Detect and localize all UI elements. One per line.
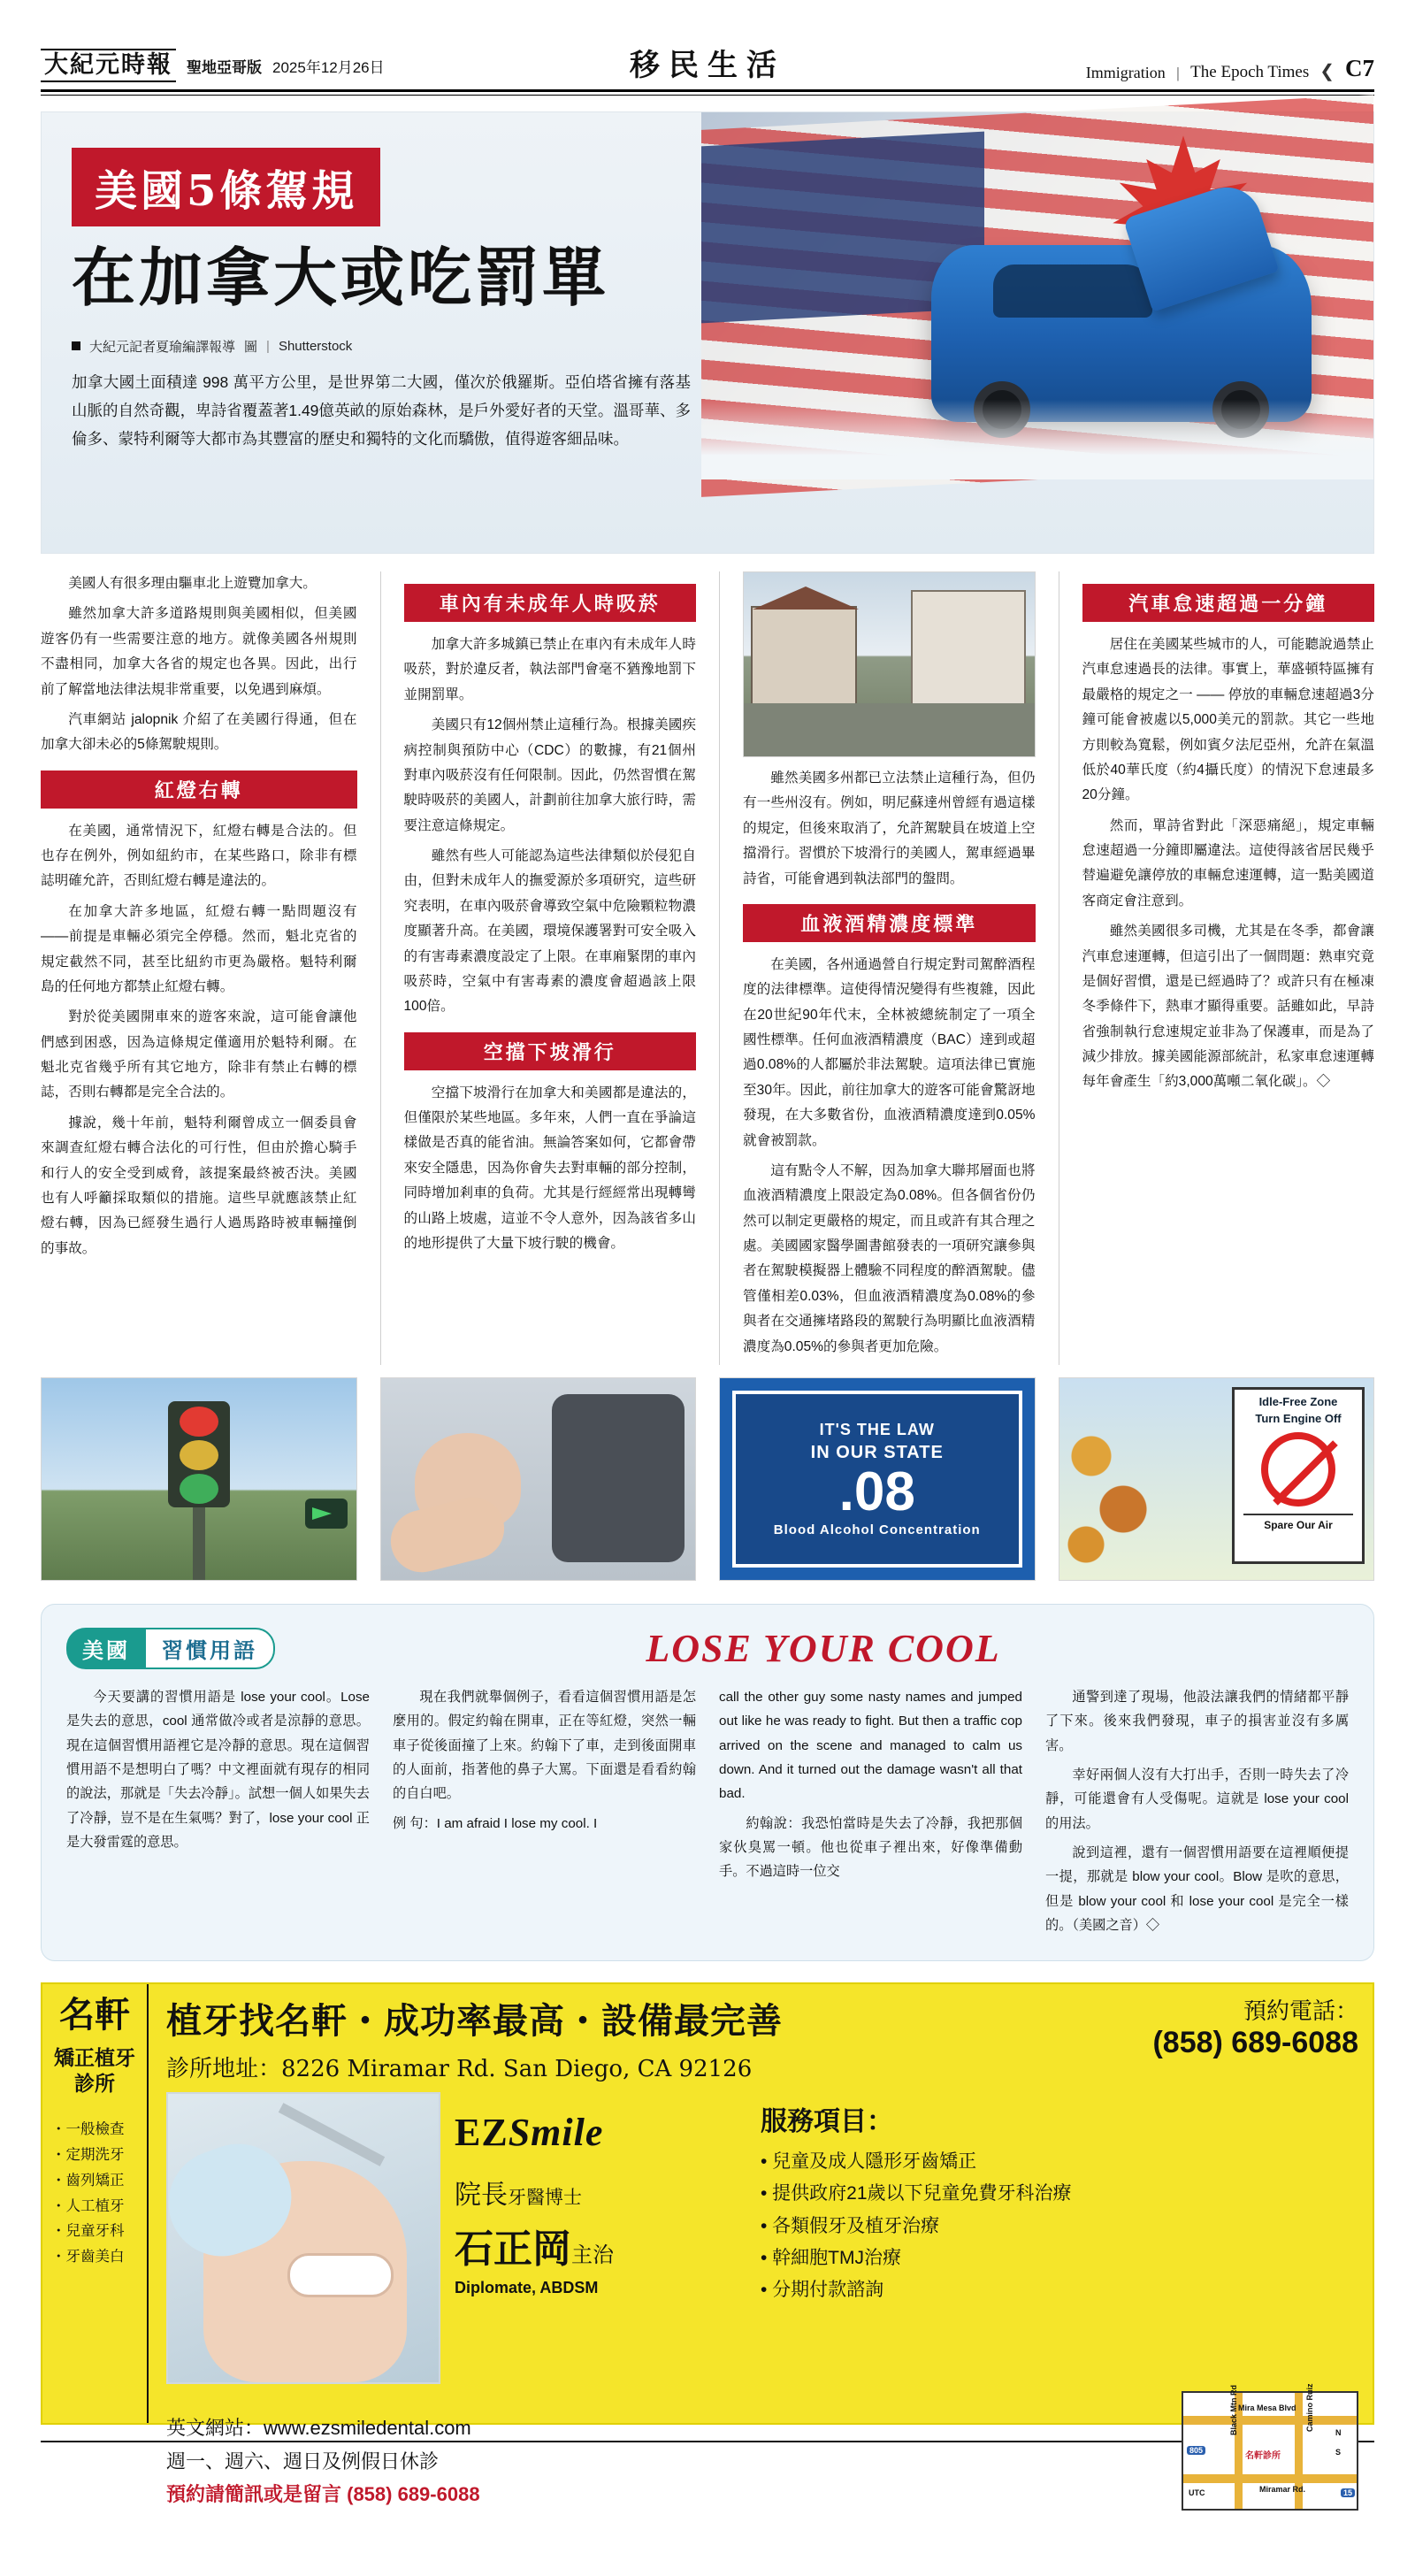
idle-free-sign-photo [1059, 1377, 1375, 1581]
byline-photo-label: 圖 [244, 339, 258, 355]
sign-line-1: IT'S THE LAW [819, 1420, 935, 1438]
traffic-light-housing [168, 1401, 230, 1507]
hero-block [41, 111, 1374, 554]
paragraph: 雖然美國很多司機，尤其是在冬季，都會讓汽車怠速運轉，但這引出了一個問題：熟車究竟是個好習慣，還是已經過時了？或許只有在極凍冬季條件下，熱車才顯得重要。話雖如此，早詩省強制執行怠速規定並非為了保護車，而是為了減少排放。據美國能源部統計，私家車怠速運轉每年會產生「約3,000萬噸二氧化碳」。◇ [1082, 924, 1374, 1090]
edition-label: 聖地亞哥版 [187, 59, 262, 77]
map-label-utc: UTC [1189, 2488, 1205, 2498]
bac-law-sign-photo [719, 1377, 1036, 1581]
list-item: ・人工植牙 [51, 2197, 125, 2214]
paragraph: 這有點令人不解，因為加拿大聯邦層面也將血液酒精濃度上限設定為0.08%。但各個省份仍然可以制定更嚴格的規定，而且或許有其合理之處。美國國家醫學圖書館發表的一項研究讓參與者在駕駛模擬器上體驗不同程度的醉酒駕駛。儘管僅相差0.03%，但血液酒精濃度為0.08%的參與者在交通擁堵路段的駕駛行為明顯比血液酒精濃度為0.05%的參與者更加危險。 [743, 1162, 1036, 1354]
green-lamp-icon [180, 1474, 218, 1504]
hero-photo-fade [701, 400, 1373, 479]
map-marker-clinic: 名軒診所 [1245, 2451, 1281, 2462]
page-number: C7 [1345, 55, 1374, 81]
brand-name-en: The Epoch Times [1190, 63, 1310, 81]
green-arrow-icon [305, 1499, 348, 1529]
sign-line-3: Blood Alcohol Concentration [773, 1522, 981, 1537]
list-item: • 各類假牙及植牙治療 [761, 2215, 940, 2236]
idle-free-sign [1232, 1387, 1365, 1564]
ad-doctor-block [455, 2092, 746, 2384]
hero-byline [72, 337, 708, 356]
doctor-name-sub: 主治 [571, 2242, 614, 2268]
article-column-2 [380, 571, 697, 1365]
ad-phone-block[interactable] [1152, 1993, 1358, 2060]
paragraph: 美國人有很多理由驅車北上遊覽加拿大。 [68, 576, 317, 591]
ad-top-row [149, 1984, 1373, 2083]
ad-brand-column [42, 1984, 149, 2423]
byline-author: 大紀元記者夏瑜編譯報導 [89, 339, 236, 355]
paragraph: 加拿大許多城鎮已禁止在車內有未成年人時吸菸，對於違反者，執法部門會毫不猶豫地罰下並開罰單。 [403, 637, 696, 702]
list-item: ・定期洗牙 [51, 2146, 125, 2163]
house-right [911, 590, 1026, 714]
ad-cta[interactable]: 預約請簡訊或是留言 (858) 689-6088 [166, 2483, 480, 2506]
autumn-foliage [1059, 1403, 1166, 1580]
paragraph: 在加拿大許多地區，紅燈右轉一點問題沒有——前提是車輛必須完全停穩。然而，魁北克省的規定截然不同，甚至比紐約市更為嚴格。魁特利爾島的任何地方都禁止紅燈右轉。 [41, 903, 357, 994]
ad-bottom-row [149, 2383, 1373, 2519]
list-item: ・齒列矯正 [51, 2172, 125, 2189]
doctor-name-text: 石正岡 [455, 2227, 571, 2273]
hero-headline: 在加拿大或吃罰單 [72, 240, 610, 315]
list-item: • 幹細胞TMJ治療 [761, 2247, 902, 2268]
hero-text [72, 148, 708, 454]
article-column-4 [1059, 571, 1375, 1365]
list-item: • 兒童及成人隱形牙齒矯正 [761, 2151, 977, 2173]
idiom-column-2 [393, 1685, 696, 1944]
sign-line-3: Spare Our Air [1243, 1514, 1353, 1531]
street-photo [743, 571, 1036, 757]
paragraph: 雖然加拿大許多道路規則與美國相似，但美國遊客仍有一些需要注意的地方。就像美國各州規則不盡相同，加拿大各省的規定也各異。因此，出行前了解當地法律法規非常重要，以免遇到麻煩。 [41, 606, 357, 697]
paragraph-example: 例 句：I am afraid I lose my cool. I [393, 1815, 598, 1831]
article-body [41, 571, 1374, 1365]
hero-lead-paragraph: 加拿大國土面積達 998 萬平方公里，是世界第二大國，僅次於俄羅斯。亞伯塔省擁有落基山脈的自然奇觀，卑詩省覆蓋著1.49億英畝的原始森林，是戶外愛好者的天堂。溫哥華、多倫多、蒙特利爾等大都市為其豐富的歷史和獨特的文化而驕傲，值得遊客細品味。 [72, 372, 691, 448]
subhead-neutral-coasting: 空擋下坡滑行 [404, 1032, 697, 1070]
paragraph: 雖然美國多州都已立法禁止這種行為，但仍有一些州沒有。例如，明尼蘇達州曾經有過這樣的規定，但後來取消了，允許駕駛員在坡道上空擋滑行。習慣於下坡滑行的美國人，駕車經過畢詩省，可能會遇到執法部門的盤問。 [743, 770, 1036, 886]
paragraph: 然而，單詩省對此「深惡痛絕」，規定車輛怠速超過一分鐘即屬違法。這使得該省居民幾乎替遍避免讓停放的車輛怠速運轉，這一點美國道客商定會注意到。 [1082, 817, 1374, 908]
list-item: • 分期付款諮詢 [761, 2279, 884, 2300]
article-column-1 [41, 571, 357, 1365]
issue-date: 2025年12月26日 [272, 59, 385, 77]
article-column-3 [719, 571, 1036, 1365]
masthead-right [1086, 55, 1374, 82]
road-surface [744, 703, 1035, 756]
map-road-horizontal-2 [1183, 2474, 1357, 2483]
paragraph: 在美國，各州通過營自行規定對司駕醉酒程度的法律標準。這使得情況變得有些複雜，因此在20世紀90年代末，全林被總統制定了一項全國性標準。任何血液酒精濃度（BAC）達到或超過0.08%的人都屬於非法駕駛。這項法律已實施至30年。因此，前往加拿大的遊客可能會驚訝地發現，在大多數省份，血液酒精濃度達到0.05%就會被罰款。 [743, 956, 1036, 1148]
ad-content-row [149, 2083, 1373, 2384]
masthead-left [41, 49, 385, 82]
ad-address: 診所地址：8226 Miramar Rd. San Diego, CA 92126 [166, 2056, 753, 2083]
ad-brand-subtitle: 矯正植牙診所 [54, 2046, 135, 2097]
ad-services-title: 服務項目： [761, 2106, 893, 2138]
idiom-header [66, 1626, 1349, 1671]
ad-brand-name: 名軒 [59, 1994, 130, 2036]
byline-photo-credit: Shutterstock [278, 338, 353, 354]
idiom-body [66, 1685, 1349, 1944]
paragraph: 居住在美國某些城市的人，可能聽說過禁止汽車怠速過長的法律。事實上，華盛頓特區擁有最嚴格的規定之一 —— 停放的車輛怠速超過3分鐘可能會被處以5,000美元的罰款。其它一些地方則較為寬鬆，例如賓夕法尼亞州，允許在氣溫低於40華氏度（約4攝氏度）的情況下怠速最多20分鐘。 [1082, 637, 1374, 803]
paragraph: 說到這裡，還有一個習慣用語要在這裡順便提一提，那就是 blow your cool。Blow 是吹的意思，但是 blow your cool 和 lose your cool 是完全一樣的。（美國之音）◇ [1045, 1845, 1349, 1934]
section-title-wrap [630, 41, 785, 84]
idiom-column-4 [1045, 1685, 1349, 1944]
idiom-pill-category: 習慣用語 [146, 1628, 275, 1669]
paragraph: 對於從美國開車來的遊客來說，這可能會讓他們感到困惑，因為這條規定僅適用於魁特利爾。在魁北克省幾乎所有其它地方，除非有禁止右轉的標誌，否則右轉都是完全合法的。 [41, 1009, 357, 1100]
list-item: ・牙齒美白 [51, 2249, 125, 2266]
idiom-pill [66, 1628, 275, 1669]
adult-hand [384, 1491, 510, 1578]
map-label-miramar: Miramar Rd. [1259, 2485, 1306, 2495]
subhead-idling: 汽車怠速超過一分鐘 [1082, 584, 1375, 622]
sign-line-1: Idle-Free Zone [1258, 1394, 1338, 1408]
sign-line-2: IN OUR STATE [810, 1442, 944, 1462]
map-shield-805 [1187, 2446, 1205, 2455]
map-shield-15 [1341, 2488, 1355, 2497]
ad-headline-block [166, 1993, 783, 2083]
paragraph: 雖然有些人可能認為這些法律類似於侵犯自由，但對未成年人的撫愛源於多項研究，這些研究表明，在車內吸菸會導致空氣中危險顆粒物濃度顯著升高。在美國，環境保護署對可安全吸入的有害毒素濃度設定了上限。在車廂緊閉的車內吸菸時，空氣中有害毒素的濃度會超過該上限100倍。 [403, 848, 696, 1015]
map-label-camino-ruiz: Camino Ruiz [1305, 2383, 1314, 2433]
chevron-left-icon: ❮ [1319, 62, 1335, 81]
map-road-horizontal-1 [1183, 2416, 1357, 2425]
advertisement[interactable] [41, 1982, 1374, 2506]
paragraph: 幸好兩個人沒有大打出手，否則一時失去了冷靜，可能還會有人受傷呢。這就是 lose your cool 的用法。 [1045, 1767, 1349, 1831]
paragraph: 美國只有12個州禁止這種行為。根據美國疾病控制與預防中心（CDC）的數據，有21個州對車內吸菸沒有任何限制。因此，仍然習慣在駕駛時吸菸的美國人，計劃前往加拿大旅行時，需要注意這條規定。 [403, 717, 696, 833]
ad-doctor-name [455, 2217, 746, 2273]
subhead-smoking-minors: 車內有未成年人時吸菸 [404, 584, 697, 622]
car-seat [552, 1394, 685, 1562]
idiom-column-3 [719, 1685, 1022, 1944]
idiom-title: LOSE YOUR COOL [646, 1626, 1001, 1670]
bac-sign [732, 1391, 1022, 1568]
section-title-en: Immigration [1085, 64, 1166, 81]
byline-separator: | [266, 338, 270, 354]
newspaper-logo: 大紀元時報 [41, 49, 176, 82]
patient-mouth [287, 2253, 394, 2297]
ad-contact-block [166, 2411, 1167, 2511]
ad-left-service-list [48, 2117, 142, 2270]
ad-dental-photo [166, 2092, 440, 2384]
hero-kicker: 美國5條駕規 [72, 148, 380, 226]
ad-hours: 週一、週六、週日及例假日休診 [166, 2450, 440, 2472]
ad-phone-number[interactable]: (858) 689-6088 [1152, 2026, 1358, 2060]
subhead-red-light-turn: 紅燈右轉 [41, 770, 357, 809]
paragraph: 約翰說：我恐怕當時是失去了冷靜，我把那個家伙臭罵一頓。他也從車子裡出來，好像準備動手。不過這時一位交 [719, 1815, 1022, 1880]
sign-bac-value: .08 [838, 1460, 915, 1522]
paragraph: 通警到達了現場，他設法讓我們的情緒都平靜了下來。後來我們發現，車子的損害並沒有多厲害。 [1045, 1689, 1349, 1753]
idiom-column-1 [66, 1685, 370, 1944]
list-item: ・兒童牙科 [51, 2223, 125, 2240]
car-window [993, 264, 1152, 318]
ad-headline: 植牙找名軒・成功率最高・設備最完善 [166, 2000, 783, 2043]
traffic-light-photo [41, 1377, 357, 1581]
paragraph: 據說，幾十年前，魁特利爾曾成立一個委員會來調查紅燈右轉合法化的可行性，但由於擔心騎手和行人的安全受到威脅，該提案最終被否決。美國也有人呼籲採取類似的措施。這些早就應該禁止紅燈右轉，因為已經發生過行人過馬路時被車輛撞倒的事故。 [41, 1115, 357, 1256]
blue-toy-car [931, 245, 1312, 422]
ad-diplomate: Diplomate, ABDSM [455, 2279, 599, 2297]
route-805-badge: 805 [1187, 2446, 1205, 2455]
paragraph: 汽車網站 jalopnik 介紹了在美國行得通，但在加拿大卻未必的5條駕駛規則。 [41, 711, 357, 753]
sign-line-2: Turn Engine Off [1255, 1411, 1342, 1425]
ad-location-map [1182, 2383, 1358, 2511]
masthead-rule [41, 95, 1374, 96]
masthead-separator: | [1175, 65, 1181, 81]
map-label-black-mtn: Black Mtn Rd [1229, 2385, 1238, 2436]
hero-photo [701, 112, 1373, 479]
section-title: 移民生活 [630, 48, 785, 83]
red-lamp-icon [180, 1407, 218, 1437]
masthead [41, 37, 1374, 92]
map-label-mira-mesa: Mira Mesa Blvd [1238, 2404, 1296, 2413]
no-idling-icon [1261, 1432, 1335, 1506]
ad-logo-text: EZSmile [455, 2111, 604, 2155]
idiom-panel [41, 1604, 1374, 1962]
child-car-seat-photo [380, 1377, 697, 1581]
ad-services-list [761, 2147, 1358, 2304]
idiom-pill-country: 美國 [66, 1628, 146, 1669]
list-item: • 提供政府21歲以下兒童免費牙科治療 [761, 2183, 1072, 2204]
dental-tool [279, 2104, 385, 2167]
paragraph: 在美國，通常情況下，紅燈右轉是合法的。但也存在例外，例如紐約市，在某些路口，除非有標誌明確允許，否則紅燈右轉是違法的。 [41, 823, 357, 889]
paragraph: 今天要講的習慣用語是 lose your cool。Lose 是失去的意思，cool 通常做冷或者是涼靜的意思。現在這個習慣用語裡它是冷靜的意思。現在這個習慣用語不是想明白了嗎？中文裡面就有現存的相同的說法，那就是「失去冷靜」。試想一個人如果失去了冷靜，豈不是在生氣嗎？對了，lose your cool 正是大發雷霆的意思。 [66, 1689, 370, 1851]
paragraph-english: call the other guy some nasty names and jumped out like he was ready to fight. But then a traffic cop arrived on the scene and managed to calm us down. And it turned out the damage wasn't all that bad. [719, 1689, 1022, 1802]
doctor-role-sub: 牙醫博士 [508, 2187, 582, 2209]
ad-services-block [761, 2092, 1358, 2384]
map-compass-south: S [1335, 2448, 1342, 2457]
ad-phone-label: 預約電話： [1243, 1998, 1358, 2026]
bullet-square-icon [72, 341, 80, 350]
ad-doctor-role [455, 2173, 746, 2212]
doctor-role-text: 院長 [455, 2180, 508, 2212]
route-15-badge: 15 [1341, 2488, 1355, 2497]
paragraph: 現在我們就舉個例子，看看這個習慣用語是怎麼用的。假定約翰在開車，正在等紅燈，突然一輛車子從後面撞了上來。約翰下了車，走到後面開車的人面前，指著他的鼻子大罵。下面還是看看約翰的自白吧。 [393, 1689, 696, 1802]
photo-strip [41, 1377, 1374, 1581]
list-item: ・一般檢查 [51, 2120, 125, 2137]
ad-main [149, 1984, 1373, 2506]
subhead-bac-standard: 血液酒精濃度標準 [743, 904, 1036, 942]
house-left [751, 606, 857, 712]
yellow-lamp-icon [180, 1440, 218, 1470]
ad-website[interactable]: 英文網站：www.ezsmiledental.com [166, 2417, 471, 2440]
map-compass-north: N [1335, 2428, 1342, 2438]
paragraph: 空擋下坡滑行在加拿大和美國都是違法的，但僅限於某些地區。多年來，人們一直在爭論這樣做是否真的能省油。無論答案如何，它都會帶來安全隱患，因為你會失去對車輛的部分控制，同時增加剎車的負荷。尤其是行經經常出現轉彎的山路上坡處，這並不令人意外，因為該省多山的地形提供了大量下坡行駛的機會。 [403, 1085, 696, 1251]
